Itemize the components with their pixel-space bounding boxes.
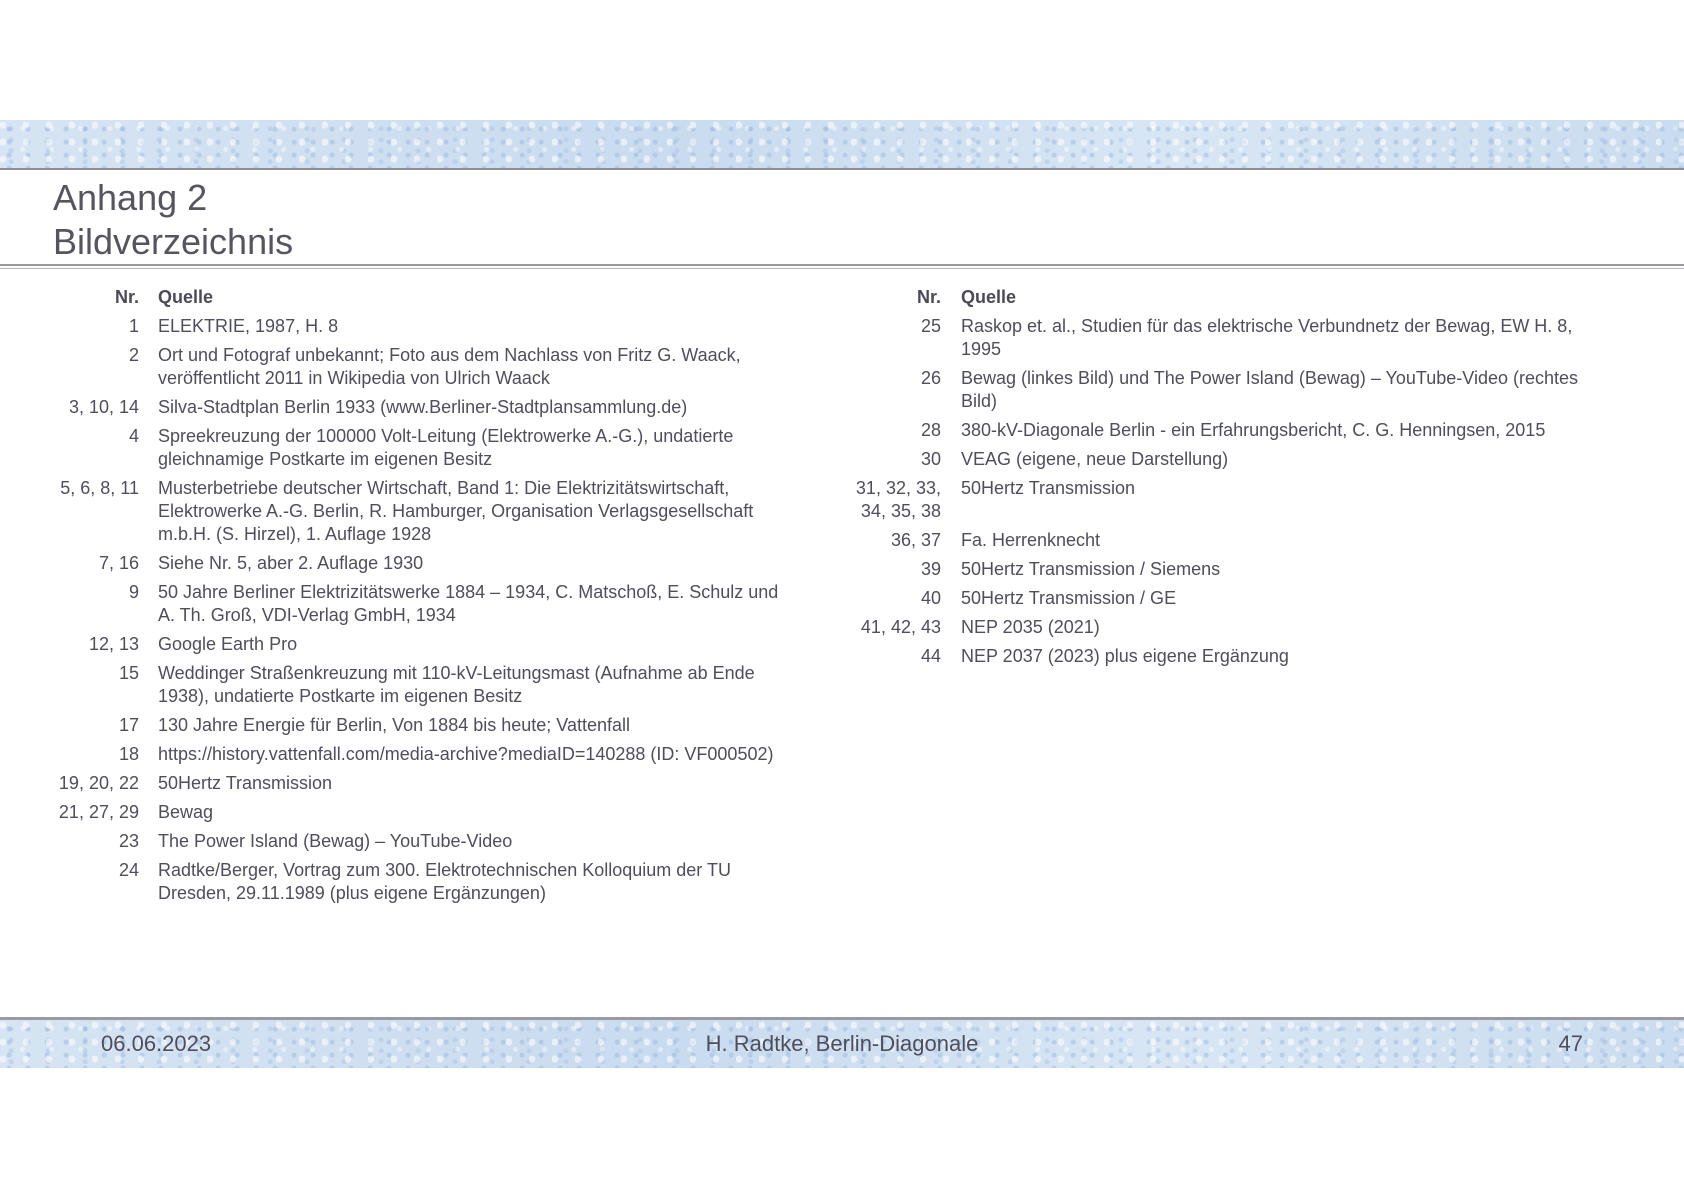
image-source: Spreekreuzung der 100000 Volt-Leitung (Elektrowerke A.-G.), undatierte gleichnamige Postkarte im eigenen Besitz bbox=[158, 426, 734, 469]
table-row bbox=[30, 662, 810, 708]
image-number: 2 bbox=[128, 345, 139, 365]
table-row bbox=[834, 587, 1654, 610]
image-number: 41, 42, 43 bbox=[860, 617, 941, 637]
image-number: 17 bbox=[118, 715, 139, 735]
image-source: NEP 2035 (2021) bbox=[961, 617, 1100, 637]
image-number: 26 bbox=[920, 368, 941, 388]
image-source: 380-kV-Diagonale Berlin - ein Erfahrungsbericht, C. G. Henningsen, 2015 bbox=[961, 420, 1546, 440]
image-number: 19, 20, 22 bbox=[58, 773, 139, 793]
image-source: 50Hertz Transmission / GE bbox=[961, 588, 1177, 608]
table-row bbox=[30, 830, 810, 853]
image-source: Bewag bbox=[158, 802, 214, 822]
image-number: 5, 6, 8, 11 bbox=[60, 478, 139, 498]
table-row bbox=[30, 552, 810, 575]
header-divider-top bbox=[0, 168, 1684, 172]
table-header bbox=[30, 286, 810, 309]
column-header-source: Quelle bbox=[961, 287, 1017, 307]
image-source: Musterbetriebe deutscher Wirtschaft, Band 1: Die Elektrizitätswirtschaft, Elektrowerke A.-G. Berlin, R. Hamburger, Organisation Verlagsgesellschaft m.b.H. (S. Hirzel), 1. Auflage 1928 bbox=[158, 478, 754, 544]
table-row bbox=[30, 344, 810, 390]
image-number: 23 bbox=[118, 831, 139, 851]
image-source: 50 Jahre Berliner Elektrizitätswerke 1884 – 1934, C. Matschoß, E. Schulz und A. Th. Groß, VDI-Verlag GmbH, 1934 bbox=[158, 582, 779, 625]
image-number: 4 bbox=[128, 426, 139, 446]
table-row bbox=[30, 425, 810, 471]
image-source: 50Hertz Transmission / Siemens bbox=[961, 559, 1221, 579]
header-decorative-band bbox=[0, 120, 1684, 168]
image-source: 130 Jahre Energie für Berlin, Von 1884 bis heute; Vattenfall bbox=[158, 715, 630, 735]
table-row bbox=[834, 558, 1654, 581]
image-number: 36, 37 bbox=[890, 530, 941, 550]
table-row bbox=[834, 315, 1654, 361]
image-number: 28 bbox=[920, 420, 941, 440]
slide-title bbox=[53, 176, 293, 264]
table-row bbox=[30, 477, 810, 546]
image-number: 44 bbox=[920, 646, 941, 666]
table-row bbox=[834, 616, 1654, 639]
image-source: Google Earth Pro bbox=[158, 634, 298, 654]
image-source: VEAG (eigene, neue Darstellung) bbox=[961, 449, 1229, 469]
image-number: 7, 16 bbox=[98, 553, 139, 573]
image-number: 9 bbox=[128, 582, 139, 602]
image-number: 24 bbox=[118, 860, 139, 880]
image-number: 12, 13 bbox=[88, 634, 139, 654]
image-number: 31, 32, 33, 34, 35, 38 bbox=[855, 478, 941, 521]
table-row bbox=[30, 801, 810, 824]
table-row bbox=[834, 477, 1654, 523]
table-row bbox=[30, 581, 810, 627]
image-source: Bewag (linkes Bild) und The Power Island (Bewag) – YouTube-Video (rechtes Bild) bbox=[961, 368, 1579, 411]
slide-title-line-2: Bildverzeichnis bbox=[53, 221, 294, 262]
column-header-source: Quelle bbox=[158, 287, 214, 307]
image-number: 15 bbox=[118, 663, 139, 683]
image-source: Silva-Stadtplan Berlin 1933 (www.Berliner-Stadtplansammlung.de) bbox=[158, 397, 688, 417]
table-row bbox=[30, 633, 810, 656]
image-index-table-left bbox=[30, 286, 810, 911]
image-number: 40 bbox=[920, 588, 941, 608]
image-index-table-right bbox=[834, 286, 1654, 674]
image-number: 39 bbox=[920, 559, 941, 579]
table-row bbox=[834, 529, 1654, 552]
image-source: Siehe Nr. 5, aber 2. Auflage 1930 bbox=[158, 553, 424, 573]
column-header-nr: Nr. bbox=[114, 287, 139, 307]
image-source: ELEKTRIE, 1987, H. 8 bbox=[158, 316, 339, 336]
image-source: 50Hertz Transmission bbox=[961, 478, 1136, 498]
image-source: Weddinger Straßenkreuzung mit 110-kV-Leitungsmast (Aufnahme ab Ende 1938), undatierte Postkarte im eigenen Besitz bbox=[158, 663, 755, 706]
table-row bbox=[834, 419, 1654, 442]
table-row bbox=[30, 315, 810, 338]
image-source: Raskop et. al., Studien für das elektrische Verbundnetz der Bewag, EW H. 8, 1995 bbox=[961, 316, 1573, 359]
image-source: NEP 2037 (2023) plus eigene Ergänzung bbox=[961, 646, 1289, 666]
image-number: 3, 10, 14 bbox=[68, 397, 139, 417]
table-row bbox=[834, 367, 1654, 413]
table-body bbox=[30, 315, 810, 905]
image-number: 1 bbox=[128, 316, 139, 336]
image-number: 21, 27, 29 bbox=[58, 802, 139, 822]
image-source: Radtke/Berger, Vortrag zum 300. Elektrotechnischen Kolloquium der TU Dresden, 29.11.1989 (plus eigene Ergänzungen) bbox=[158, 860, 731, 903]
page-number: 47 bbox=[1558, 1031, 1583, 1056]
image-number: 30 bbox=[920, 449, 941, 469]
footer-date: 06.06.2023 bbox=[101, 1031, 212, 1056]
table-row bbox=[834, 645, 1654, 668]
table-row bbox=[30, 396, 810, 419]
image-source: Ort und Fotograf unbekannt; Foto aus dem Nachlass von Fritz G. Waack, veröffentlicht 2011 in Wikipedia von Ulrich Waack bbox=[158, 345, 741, 388]
table-row bbox=[30, 772, 810, 795]
image-source: The Power Island (Bewag) – YouTube-Video bbox=[158, 831, 513, 851]
table-row bbox=[30, 714, 810, 737]
title-divider bbox=[0, 264, 1684, 269]
slide-title-line-1: Anhang 2 bbox=[53, 177, 208, 218]
image-number: 18 bbox=[118, 744, 139, 764]
image-source: https://history.vattenfall.com/media-archive?mediaID=140288 (ID: VF000502) bbox=[158, 744, 774, 764]
image-source: 50Hertz Transmission bbox=[158, 773, 333, 793]
table-header bbox=[834, 286, 1654, 309]
table-row bbox=[30, 743, 810, 766]
image-number: 25 bbox=[920, 316, 941, 336]
column-header-nr: Nr. bbox=[916, 287, 941, 307]
table-row bbox=[834, 448, 1654, 471]
table-row bbox=[30, 859, 810, 905]
footer-title: H. Radtke, Berlin-Diagonale bbox=[705, 1031, 979, 1056]
image-source: Fa. Herrenknecht bbox=[961, 530, 1101, 550]
table-body bbox=[834, 315, 1654, 668]
